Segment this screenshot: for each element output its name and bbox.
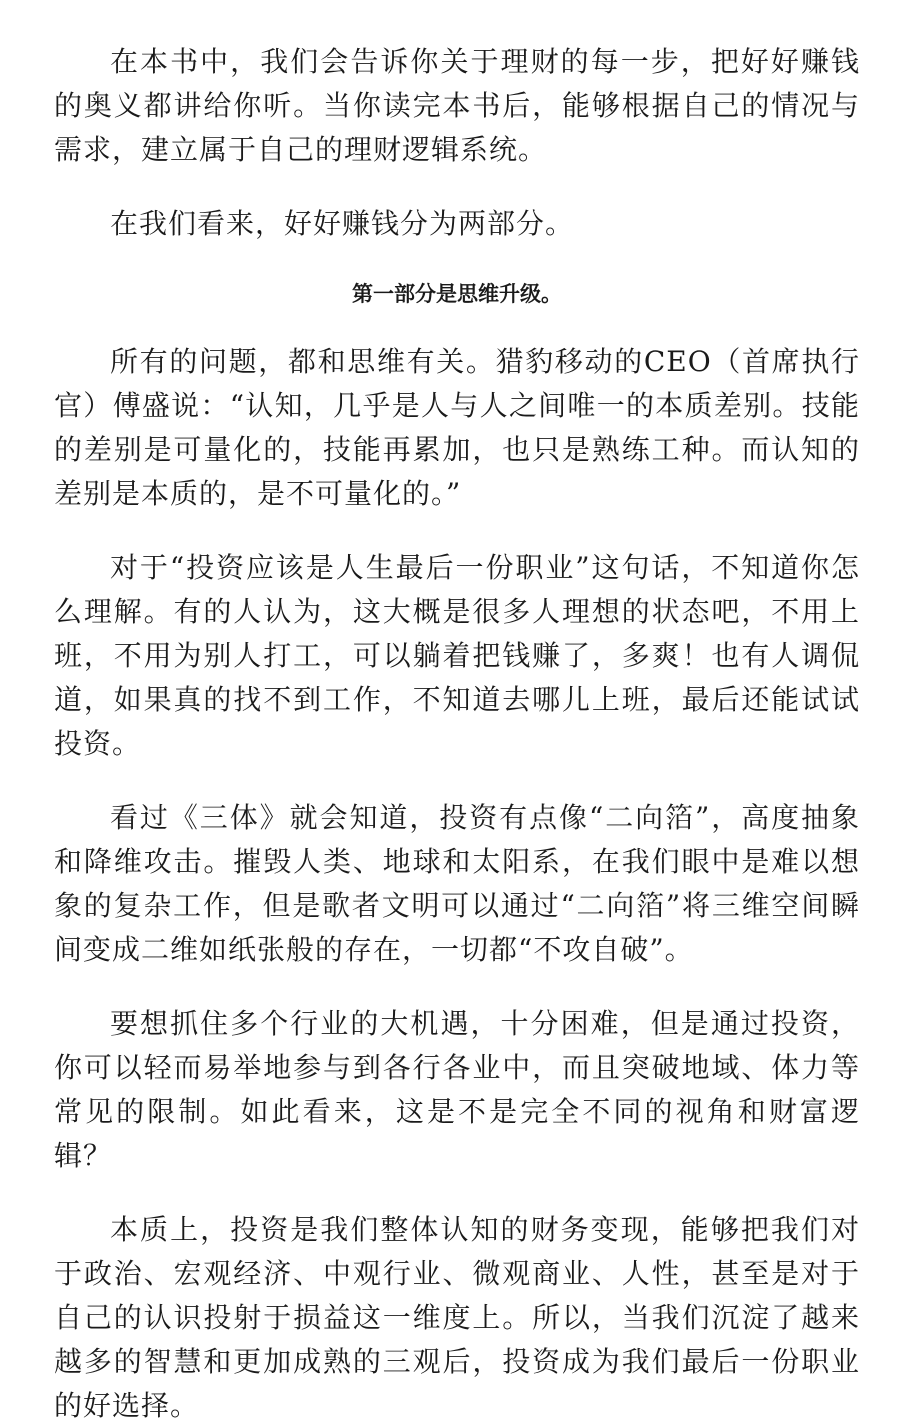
paragraph-cognition: 所有的问题，都和思维有关。猎豹移动的CEO（首席执行官）傅盛说：“认知，几乎是人与人之间唯一的本质差别。技能的差别是可量化的，技能再累加，也只是熟练工种。而认知的差别是本质的，是不可量化的。” <box>54 345 860 510</box>
paragraph-intro: 在本书中，我们会告诉你关于理财的每一步，把好好赚钱的奥义都讲给你听。当你读完本书后，能够根据自己的情况与需求，建立属于自己的理财逻辑系统。 <box>54 45 860 166</box>
section-heading: 第一部分是思维升级。 <box>352 282 562 306</box>
paragraph-last-career: 对于“投资应该是人生最后一份职业”这句话，不知道你怎么理解。有的人认为，这大概是很多人理想的状态吧，不用上班，不用为别人打工，可以躺着把钱赚了，多爽！也有人调侃道，如果真的找不到工作，不知道去哪儿上班，最后还能试试投资。 <box>54 551 860 760</box>
paragraph-opportunities: 要想抓住多个行业的大机遇，十分困难，但是通过投资，你可以轻而易举地参与到各行各业中，而且突破地域、体力等常见的限制。如此看来，这是不是完全不同的视角和财富逻辑？ <box>54 1007 860 1172</box>
paragraph-three-body: 看过《三体》就会知道，投资有点像“二向箔”，高度抽象和降维攻击。摧毁人类、地球和太阳系，在我们眼中是难以想象的复杂工作，但是歌者文明可以通过“二向箔”将三维空间瞬间变成二维如纸张般的存在，一切都“不攻自破”。 <box>54 801 860 966</box>
paragraph-two-parts: 在我们看来，好好赚钱分为两部分。 <box>110 207 575 240</box>
paragraph-essence: 本质上，投资是我们整体认知的财务变现，能够把我们对于政治、宏观经济、中观行业、微观商业、人性，甚至是对于自己的认识投射于损益这一维度上。所以，当我们沉淀了越来越多的智慧和更加成熟的三观后，投资成为我们最后一份职业的好选择。 <box>54 1213 860 1422</box>
